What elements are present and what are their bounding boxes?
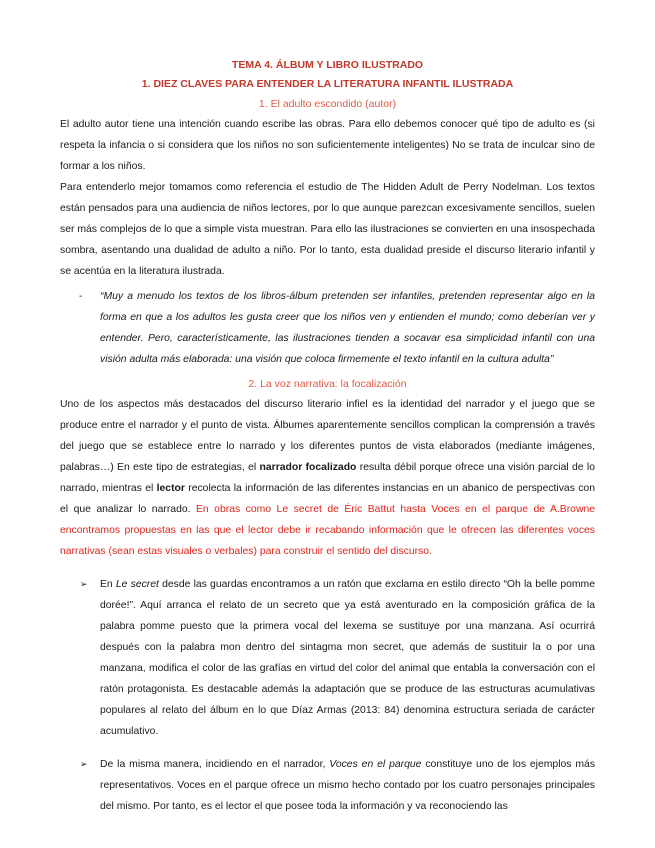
bold-term: narrador focalizado — [259, 462, 357, 473]
paragraph: El adulto autor tiene una intención cuando escribe las obras. Para ello debemos conocer qué tipo de adulto es (si respeta la infancia o si considera que los niños no son suficientemente inteligentes) No se trata de inculcar sino de formar a los niños. — [60, 119, 595, 172]
text-run: desde las guardas encontramos a un ratón que exclama en estilo directo “Oh la belle pomme dorée!”. Aquí arranca el relato de un secreto que ya está aventurado en la composición gráfica de la palabra pomme puesto que la primera vocal del lexema se sustituye por una manzana. Así ocurrirá después con la palabra mon dentro del sintagma mon secret, que además de sustituir la o por una manzana, modifica el color de las grafías en virtud del color del animal que entabla la conversación con el ratón protagonista. Es destacable además la adaptación que se produce de las estructuras acumulativas populares al relato del álbum en lo que Díaz Armas (2013: 84) denomina estructura seriada de carácter acumulativo. — [100, 579, 595, 737]
subsection-title-adulto: 1. El adulto escondido (autor) — [258, 98, 397, 110]
highlighted-text: En obras como Le secret de Éric Battut hasta Voces en el parque de A.Browne encontramos propuestas en las que el lector debe ir recabando información que le ofrecen las diferentes voces narrativas (sean estas visuales o verbales) para construir el sentido del discurso. — [60, 504, 595, 557]
arrow-bullet-icon: ➢ — [80, 579, 88, 589]
text-run: recolecta la información de las diferentes instancias en un abanico de perspectivas con el que analizar lo narrado. — [60, 483, 595, 515]
quote-text: “Muy a menudo los textos de los libros-álbum pretenden ser infantiles, pretenden representar algo en la forma en que a los adultos les gusta creer que los niños ven y entienden el mundo; como deberían ver y entender. Pero, característicamente, las ilustraciones tienden a socavar esa simplicidad infantil con una visión adulta más elaborada: una visión que coloca firmemente el texto infantil en la cultura adulta” — [100, 291, 595, 365]
paragraph — [60, 394, 595, 562]
bullet-item — [60, 754, 595, 817]
subsection-title-voz: 2. La voz narrativa: la focalización — [248, 378, 407, 390]
arrow-bullet-icon: ➢ — [80, 759, 88, 769]
bold-term: lector — [156, 483, 185, 494]
italic-title: Voces en el parque — [329, 759, 422, 770]
page-title: TEMA 4. ÁLBUM Y LIBRO ILUSTRADO — [231, 59, 424, 71]
quote-block — [60, 286, 595, 370]
text-run: Uno de los aspectos más destacados del discurso literario infiel es la identidad del narrador y el juego que se produce entre el narrador y el punto de vista. Álbumes aparentemente sencillos complican la comprensión a través del juego que se establece entre lo narrado y los diferentes puntos de vista elaborados (mediante imágenes, palabras…) En este tipo de estrategias, el — [60, 399, 595, 473]
text-run: De la misma manera, incidiendo en el narrador, — [100, 759, 330, 770]
paragraph: Para entenderlo mejor tomamos como referencia el estudio de The Hidden Adult de Perry Nodelman. Los textos están pensados para una audiencia de niños lectores, por lo que aunque parezcan excesivamente sencillos, suelen ser más complejos de lo que a simple vista muestran. Para ello las ilustraciones se convierten en una insospechada sombra, asentando una dualidad de adulto a niño. Por lo tanto, esta dualidad preside el discurso literario infantil y se acentúa en la literatura ilustrada. — [60, 182, 595, 277]
text-run: En — [100, 579, 116, 590]
italic-title: Le secret — [115, 579, 159, 590]
section-title: 1. DIEZ CLAVES PARA ENTENDER LA LITERATURA INFANTIL ILUSTRADA — [141, 78, 514, 90]
text-run: resulta débil porque ofrece una visión parcial de lo narrado, mientras el — [60, 462, 595, 494]
bullet-item — [60, 574, 595, 742]
dash-marker: - — [79, 291, 83, 302]
text-run: constituye uno de los ejemplos más representativos. Voces en el parque ofrece un mismo hecho contado por los cuatro personajes principales del mismo. Por tanto, es el lector el que posee toda la información y va reconociendo las — [100, 759, 596, 812]
